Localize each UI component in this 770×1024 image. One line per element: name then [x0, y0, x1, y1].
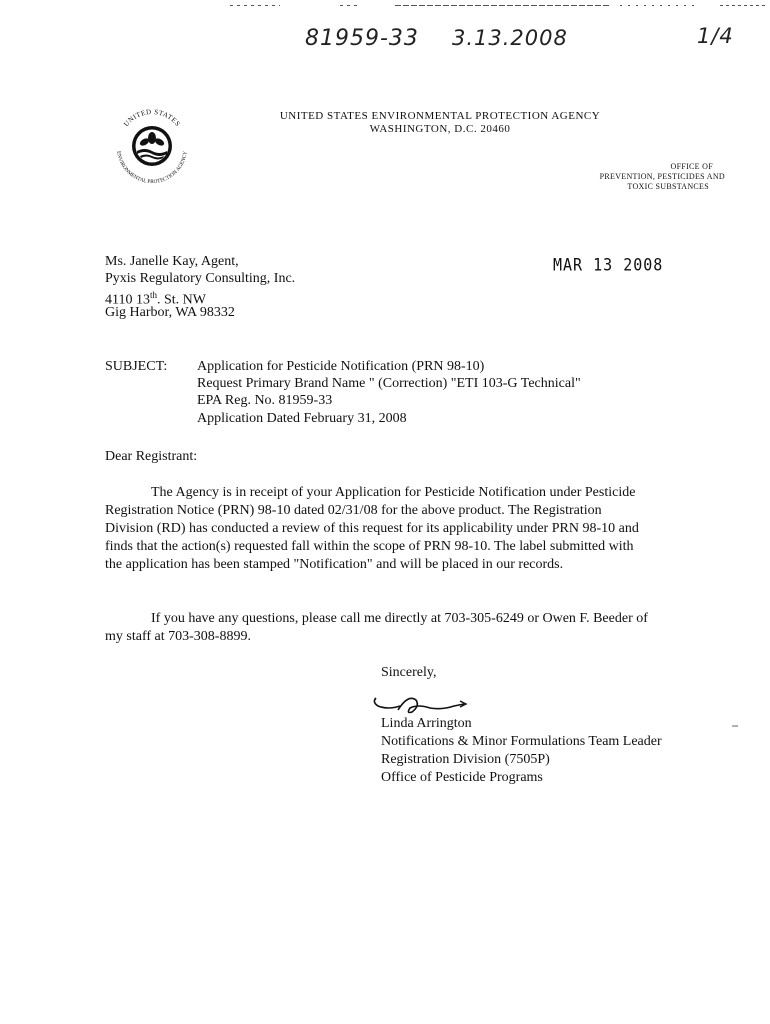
scan-artifact-mark	[728, 720, 748, 730]
handwritten-reg-number: 81959-33	[305, 26, 419, 51]
signer-division: Registration Division (7505P)	[381, 752, 550, 767]
office-line-2: PREVENTION, PESTICIDES AND	[599, 172, 725, 181]
body-para2-line1: If you have any questions, please call me directly at 703-305-6249 or Owen F. Beeder of	[151, 611, 648, 626]
subject-line-1: Application for Pesticide Notification (PRN 98-10)	[197, 359, 485, 374]
handwritten-page-number: 1/4	[697, 24, 734, 48]
office-line-3: TOXIC SUBSTANCES	[627, 182, 709, 191]
salutation: Dear Registrant:	[105, 449, 198, 464]
svg-text:ENVIRONMENTAL PROTECTION AGENC: ENVIRONMENTAL PROTECTION AGENCY	[115, 150, 189, 186]
subject-line-2: Request Primary Brand Name " (Correction) "ETI 103-G Technical"	[197, 376, 581, 391]
closing-sincerely: Sincerely,	[381, 665, 437, 680]
body-para2-line2: my staff at 703-308-8899.	[105, 629, 251, 644]
subject-line-3: EPA Reg. No. 81959-33	[197, 393, 333, 408]
office-line-1: OFFICE OF	[670, 162, 713, 171]
letterhead-agency: UNITED STATES ENVIRONMENTAL PROTECTION AGENCY	[279, 110, 601, 122]
date-stamp: MAR 13 2008	[553, 254, 664, 276]
signer-office: Office of Pesticide Programs	[381, 770, 543, 785]
body-para1-line3: Division (RD) has conducted a review of this request for its applicability under PRN 98-10 and	[105, 521, 639, 536]
recipient-name: Ms. Janelle Kay, Agent,	[105, 254, 239, 269]
body-para1-line4: finds that the action(s) requested fall within the scope of PRN 98-10. The label submitted with	[105, 539, 634, 554]
signer-name: Linda Arrington	[381, 716, 472, 731]
recipient-street: 4110 13th. St. NW	[105, 290, 206, 308]
recipient-city: Gig Harbor, WA 98332	[105, 305, 235, 320]
subject-label: SUBJECT:	[105, 359, 168, 374]
svg-text:UNITED STATES: UNITED STATES	[122, 107, 182, 129]
epa-seal-icon	[107, 100, 197, 190]
handwritten-date: 3.13.2008	[452, 26, 568, 50]
scan-artifact-line	[0, 4, 770, 7]
body-para1-line2: Registration Notice (PRN) 98-10 dated 02/31/08 for the above product. The Registration	[105, 503, 602, 518]
subject-line-4: Application Dated February 31, 2008	[197, 411, 407, 426]
recipient-company: Pyxis Regulatory Consulting, Inc.	[105, 271, 296, 286]
body-para1-line5: the application has been stamped "Notification" and will be placed in our records.	[105, 557, 564, 572]
letterhead-city: WASHINGTON, D.C. 20460	[369, 123, 511, 135]
signature-image	[370, 688, 490, 718]
signer-title: Notifications & Minor Formulations Team Leader	[381, 734, 662, 749]
body-para1-line1: The Agency is in receipt of your Application for Pesticide Notification under Pesticide	[151, 485, 636, 500]
